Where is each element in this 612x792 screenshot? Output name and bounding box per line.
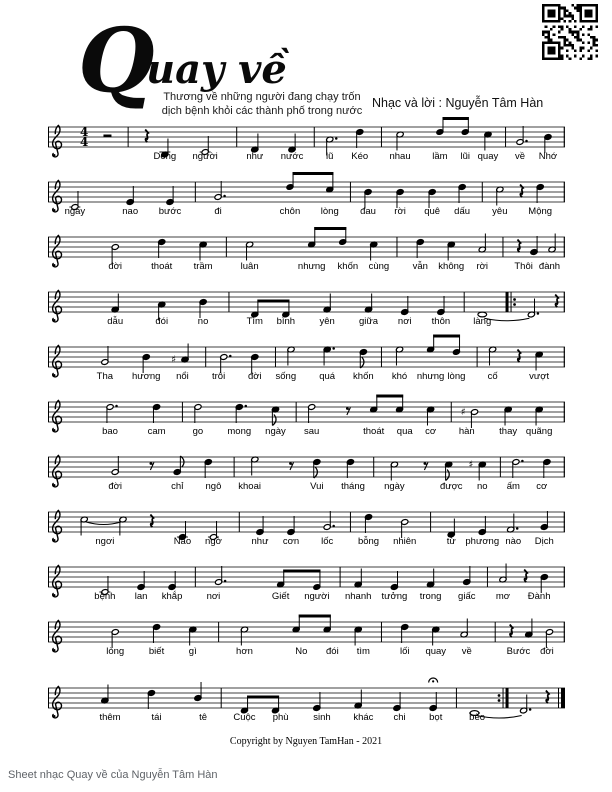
lyric-syllable: khốn [337,261,359,272]
lyric-syllable: lan [134,591,148,602]
lyric-syllable: lốc [321,536,334,547]
lyric-syllable: bệnh [94,591,116,602]
lyric-syllable: đời [540,646,554,657]
lyric-syllable: trôi [212,371,226,382]
svg-text:♯: ♯ [460,407,466,418]
lyric-syllable: hơn [236,646,253,657]
lyric-syllable: nước [280,151,304,162]
lyric-syllable: yên [319,316,335,327]
lyrics-line [48,646,565,658]
lyric-syllable: tái [151,712,162,723]
lyric-syllable: nhau [389,151,411,162]
lyric-syllable: nơi [206,591,221,602]
lyrics-line [48,371,565,383]
lyric-syllable: giấc [458,591,476,602]
composer-credit: Nhạc và lời : Nguyễn Tâm Hàn [372,96,544,110]
lyric-syllable: Đành [527,591,551,602]
lyric-syllable: chôn [279,206,301,217]
lyric-syllable: thay [499,426,518,437]
lyric-syllable: Tìm [246,316,263,327]
lyric-syllable: người [192,151,218,162]
lyric-syllable: Mộng [528,206,553,217]
lyric-syllable: ngày [265,426,286,437]
lyric-syllable: bọt [429,712,443,723]
lyric-syllable: go [192,426,204,437]
lyric-syllable: ngày [64,206,86,217]
staff-system-11 [48,674,565,728]
qr-code-icon [539,4,601,60]
lyric-syllable: bỗng [357,536,380,547]
lyric-syllable: cơ [536,481,548,492]
lyric-syllable: khó [391,371,408,382]
lyric-syllable: gì [188,646,197,657]
lyric-syllable: cơn [282,536,300,547]
lyric-syllable: dấu [454,206,471,217]
lyric-syllable: cơ [425,426,437,437]
lyric-syllable: đau [360,206,376,217]
lyric-syllable: Vui [310,481,324,492]
lyric-syllable: như [246,151,264,162]
lyric-syllable: lòng [320,206,339,217]
staff-system-1 [48,113,565,167]
lyrics-line [48,591,565,603]
lyric-syllable: khoai [238,481,261,492]
lyric-syllable: Cuộc [233,712,256,723]
lyric-syllable: mơ [495,591,511,602]
lyric-syllable: trong [419,591,442,602]
svg-text:♯: ♯ [468,459,474,471]
staff-system-8 [48,498,565,552]
staff-system-9 [48,553,565,607]
svg-text:♯: ♯ [171,354,177,366]
lyric-syllable: người [304,591,330,602]
lyric-syllable: ngơi [95,536,115,547]
lyrics-line [48,536,565,548]
lyric-syllable: lầm [432,151,448,162]
lyric-syllable: dẫu [107,316,124,327]
lyric-syllable: Bước [506,646,531,657]
lyric-syllable: biết [148,646,165,657]
lyric-syllable: khắp [161,591,183,602]
lyric-syllable: thoát [363,426,385,437]
lyric-syllable: Tha [96,371,114,382]
lyric-syllable: được [439,481,463,492]
lyric-syllable: phương [465,536,500,547]
lyric-syllable: thôn [431,316,451,327]
lyric-syllable: nơi [397,316,412,327]
lyric-syllable: nhanh [344,591,372,602]
lyric-syllable: tháng [341,481,365,492]
lyric-syllable: No [295,646,308,657]
lyric-syllable: từ [446,536,456,547]
lyric-syllable: đi [214,206,222,217]
lyric-syllable: rời [476,261,489,272]
lyric-syllable: chi [393,712,406,723]
lyric-syllable: Dịch [534,536,554,547]
lyric-syllable: sinh [313,712,331,723]
lyric-syllable: quãng [525,426,553,437]
lyric-syllable: ấm [506,481,520,492]
lyric-syllable: Giết [271,591,290,602]
lyric-syllable: no [476,481,488,492]
lyrics-line [48,151,565,163]
lyric-syllable: phù [272,712,289,723]
lyric-syllable: đành [538,261,561,272]
lyric-syllable: lòng [447,371,466,382]
lyric-syllable: đói [326,646,339,657]
lyric-syllable: lòng [106,646,125,657]
svg-text:4: 4 [80,125,89,139]
staff-system-3 [48,223,565,277]
lyric-syllable: Dòng [153,151,177,162]
lyric-syllable: ngày [384,481,405,492]
lyric-syllable: nhưng [416,371,445,382]
lyrics-line [48,426,565,438]
lyric-syllable: cam [147,426,166,437]
page-caption: Sheet nhạc Quay về của Nguyễn Tâm Hàn [8,769,218,781]
lyric-syllable: thêm [99,712,121,723]
lyric-syllable: quê [424,206,441,217]
lyric-syllable: sau [303,426,320,437]
lyric-syllable: như [251,536,269,547]
lyric-syllable: bước [158,206,182,217]
lyric-syllable: bao [102,426,118,437]
lyric-syllable: Nào [173,536,192,547]
lyric-syllable: tìm [356,646,370,657]
lyric-syllable: rời [394,206,406,217]
copyright-line: Copyright by Nguyen TamHan - 2021 [229,736,383,747]
lyric-syllable: Thôi [514,261,533,272]
lyric-syllable: không [438,261,465,272]
lyric-syllable: cùng [368,261,390,272]
lyric-syllable: no [197,316,209,327]
subtitle-line-1: Thương về những người đang chạy trốn [163,91,361,103]
lyrics-line [48,206,565,218]
lyric-syllable: bình [276,316,296,327]
song-title: uay về [146,46,287,93]
svg-text:4: 4 [80,135,89,149]
lyric-syllable: làng [473,316,492,327]
lyric-syllable: vẫn [412,261,428,272]
lyric-syllable: mong [227,426,252,437]
lyric-syllable: lũi [460,151,470,162]
lyric-syllable: trầm [193,261,213,272]
lyric-syllable: chỉ [171,481,184,492]
lyric-syllable: giữa [359,316,379,327]
lyric-syllable: lũ [326,151,334,162]
lyric-syllable: đời [247,371,262,382]
lyric-syllable: đời [108,261,123,272]
lyric-syllable: vượt [529,371,550,382]
lyric-syllable: qua [396,426,413,437]
lyric-syllable: nào [505,536,522,547]
lyric-syllable: ngờ [205,536,222,547]
lyric-syllable: đói [155,316,169,327]
staff-system-10 [48,608,565,662]
lyric-syllable: Nhớ [538,151,558,162]
lyric-syllable: yêu [492,206,508,217]
lyric-syllable: về [461,646,472,657]
song-title-initial: Q [78,8,155,112]
lyrics-line [48,316,565,328]
lyric-syllable: luân [240,261,259,272]
lyric-syllable: quay [477,151,499,162]
staff-system-7 [48,443,565,497]
staff-system-4 [48,278,565,332]
lyric-syllable: quá [319,371,336,382]
lyric-syllable: hàn [458,426,475,437]
lyric-syllable: bèo [469,712,486,723]
staff-system-5 [48,333,565,387]
lyric-syllable: nao [122,206,139,217]
lyric-syllable: sống [275,371,297,382]
lyric-syllable: tưởng [381,591,408,602]
lyric-syllable: về [514,151,526,162]
lyric-syllable: hương [131,371,161,382]
lyric-syllable: đời [108,481,123,492]
lyric-syllable: nhưng [297,261,326,272]
subtitle-line-2: dịch bệnh khỏi các thành phố trong nước [161,105,363,117]
staff-system-2 [48,168,565,222]
lyric-syllable: nổi [176,371,189,382]
lyrics-line [48,261,565,273]
lyric-syllable: nhiên [393,536,417,547]
lyrics-line [48,712,565,724]
lyric-syllable: lối [399,646,410,657]
lyric-syllable: quay [425,646,447,657]
lyric-syllable: khốn [353,371,374,382]
lyric-syllable: tê [199,712,208,723]
lyrics-line [48,481,565,493]
lyric-syllable: khác [353,712,374,723]
lyric-syllable: cố [487,371,498,382]
staff-system-6 [48,388,565,442]
lyric-syllable: ngô [205,481,222,492]
lyric-syllable: Kéo [351,151,369,162]
lyric-syllable: thoát [151,261,173,272]
